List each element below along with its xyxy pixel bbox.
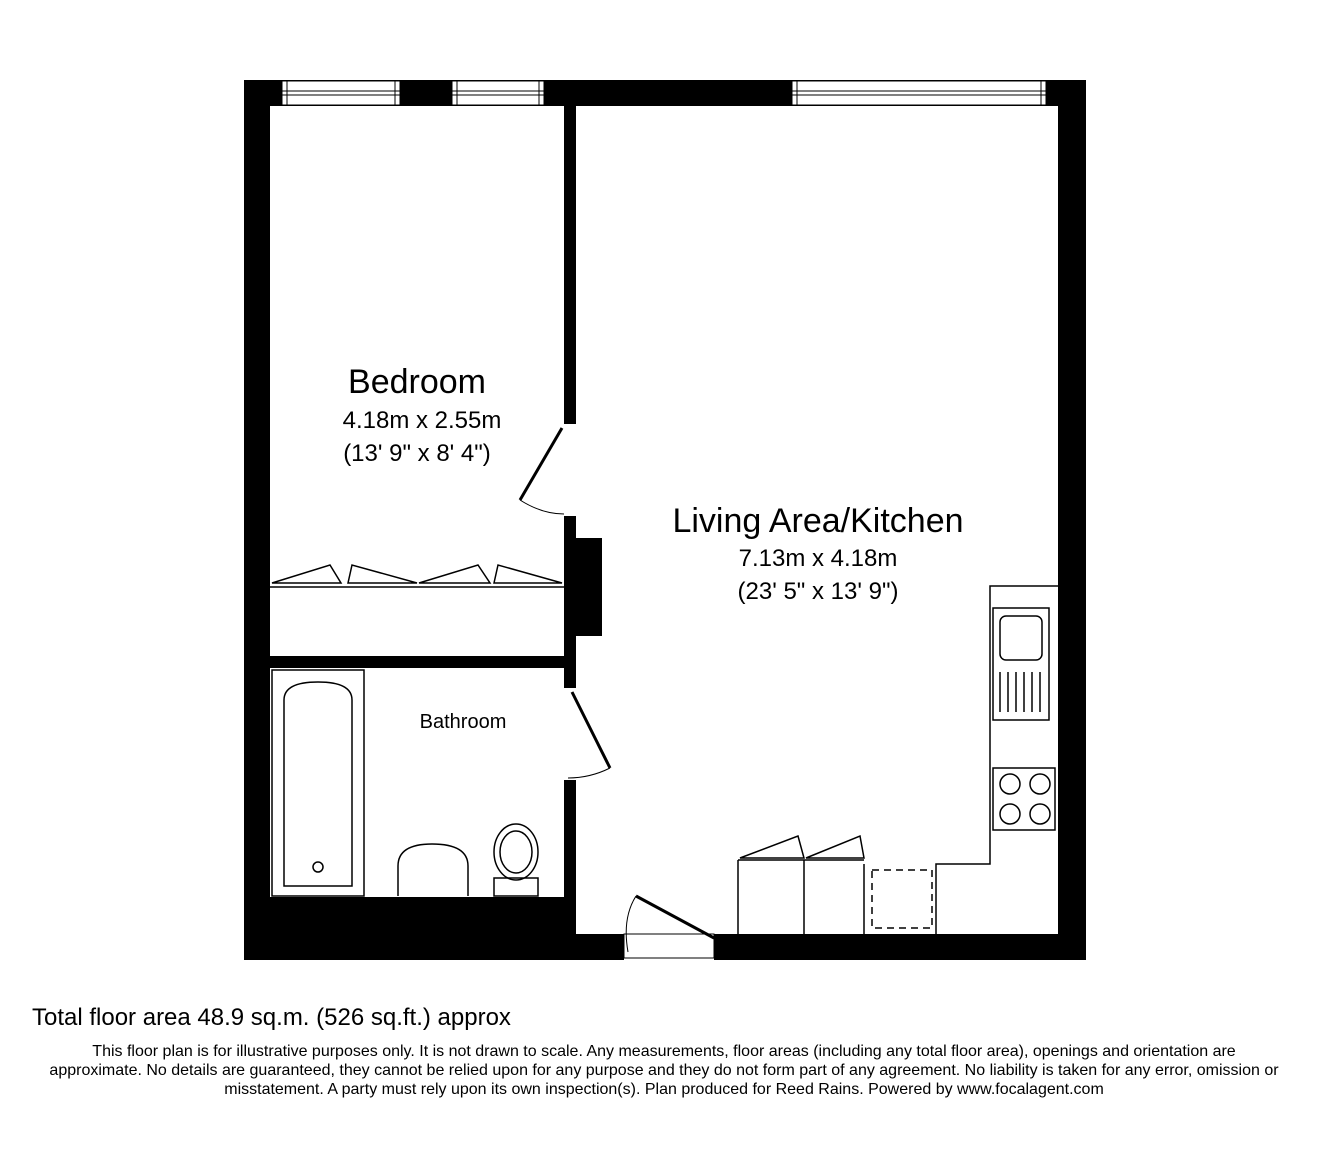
living-imperial: (23' 5" x 13' 9") [737, 578, 899, 605]
wardrobe [270, 565, 564, 587]
window-bedroom-left [282, 81, 400, 105]
interior-walls [268, 104, 602, 935]
bathroom-name: Bathroom [419, 711, 507, 733]
kitchen-hob [993, 768, 1055, 830]
living-name: Living Area/Kitchen [672, 502, 964, 540]
bedroom-imperial: (13' 9" x 8' 4") [343, 440, 491, 467]
bedroom-name: Bedroom [348, 363, 486, 401]
bedroom-metric: 4.18m x 2.55m [342, 407, 502, 434]
disclaimer-text: This floor plan is for illustrative purposes only. It is not drawn to scale. Any measurements, floor areas (including any total floor area), openings and orientation are approximate. No details are guaranteed, they cannot be relied upon for any purpose and they do not form part of any agreement. No liability is taken for any error, omission or misstatement. A party must rely upon its own inspection(s). Plan produced for Reed Rains. Powered by www.focalagent.com [49, 1043, 1279, 1098]
bathroom-door [568, 692, 610, 778]
appliance-space [872, 870, 932, 928]
kitchen-cupboards [740, 836, 864, 934]
entrance-door [624, 896, 714, 958]
bedroom-door [520, 428, 564, 514]
window-living [792, 81, 1046, 105]
living-metric: 7.13m x 4.18m [738, 545, 898, 572]
kitchen-sink [993, 608, 1049, 720]
kitchen-counter [738, 586, 1058, 934]
total-floor-area: Total floor area 48.9 sq.m. (526 sq.ft.) approx [32, 1004, 511, 1031]
bathtub [272, 670, 364, 896]
window-bedroom-right [452, 81, 544, 105]
toilet [494, 824, 538, 896]
basin [398, 844, 468, 896]
